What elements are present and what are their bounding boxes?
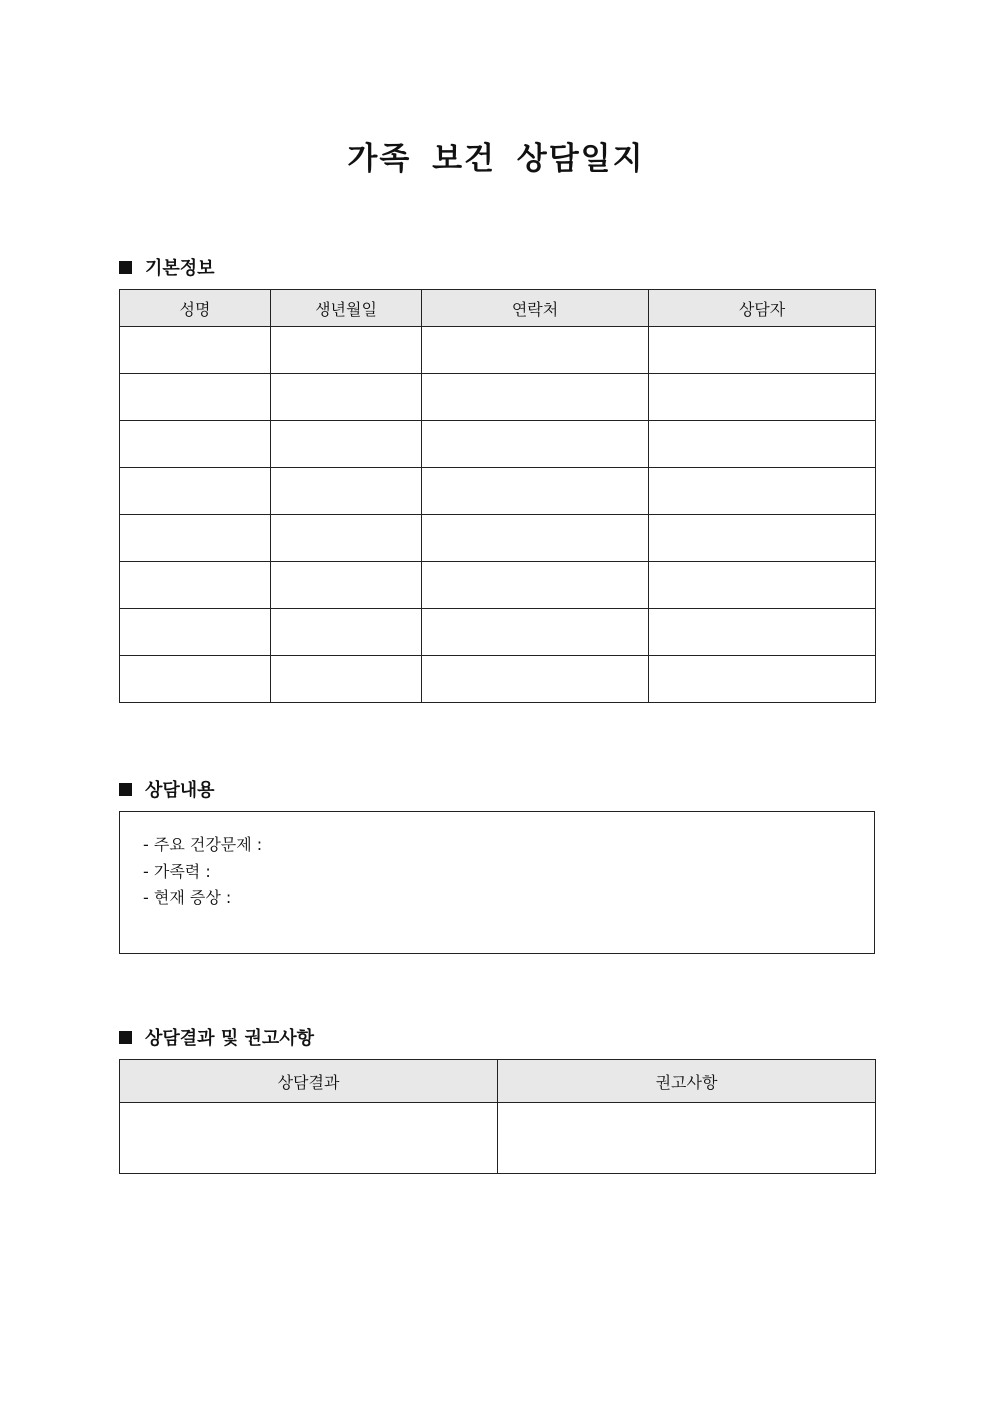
section-heading-consult-content [119,776,215,802]
table-header-row [120,290,876,327]
table-cell[interactable] [271,374,422,421]
column-header-contact: 연락처 [422,290,649,327]
table-cell[interactable] [422,609,649,656]
table-row [120,656,876,703]
table-row [120,421,876,468]
consult-content-list [120,812,874,912]
column-header-birthdate: 생년월일 [271,290,422,327]
table-cell[interactable] [271,421,422,468]
column-header-recommendation: 권고사항 [498,1060,876,1103]
table-cell[interactable] [649,562,876,609]
table-cell[interactable] [649,374,876,421]
table-cell[interactable] [120,327,271,374]
table-cell[interactable] [271,562,422,609]
table-cell[interactable] [120,374,271,421]
column-header-result: 상담결과 [120,1060,498,1103]
table-cell[interactable] [422,656,649,703]
section-title: 상담결과 및 권고사항 [145,1028,315,1049]
table-row [120,468,876,515]
table-row [120,1103,876,1174]
basic-info-table [119,289,876,703]
table-cell[interactable] [120,656,271,703]
table-cell[interactable] [498,1103,876,1174]
table-cell[interactable] [120,515,271,562]
square-bullet-icon [119,783,132,796]
table-cell[interactable] [271,609,422,656]
table-row [120,374,876,421]
section-title: 상담내용 [145,780,215,801]
section-heading-basic-info [119,254,215,280]
section-heading-result [119,1024,314,1050]
table-row [120,609,876,656]
list-item-current-symptoms: - 현재 증상 : [143,888,232,907]
table-cell[interactable] [271,656,422,703]
table-cell[interactable] [120,562,271,609]
table-cell[interactable] [649,656,876,703]
column-header-counselor: 상담자 [649,290,876,327]
result-table [119,1059,876,1174]
table-cell[interactable] [422,421,649,468]
list-item-main-health-problem: - 주요 건강문제 : [143,835,263,854]
consult-content-box[interactable] [119,811,875,954]
table-row [120,327,876,374]
table-cell[interactable] [649,421,876,468]
table-row [120,562,876,609]
square-bullet-icon [119,261,132,274]
table-cell[interactable] [649,609,876,656]
table-cell[interactable] [120,468,271,515]
table-cell[interactable] [649,515,876,562]
table-header-row [120,1060,876,1103]
table-cell[interactable] [120,421,271,468]
table-cell[interactable] [120,609,271,656]
list-item-family-history: - 가족력 : [143,861,211,881]
table-cell[interactable] [271,468,422,515]
square-bullet-icon [119,1031,132,1044]
table-cell[interactable] [271,327,422,374]
table-cell[interactable] [422,468,649,515]
table-cell[interactable] [422,374,649,421]
table-row [120,515,876,562]
table-cell[interactable] [422,327,649,374]
table-cell[interactable] [271,515,422,562]
table-cell[interactable] [649,327,876,374]
page-title: 가족 보건 상담일지 [347,141,645,177]
column-header-name: 성명 [120,290,271,327]
table-cell[interactable] [120,1103,498,1174]
section-title: 기본정보 [145,258,215,279]
table-cell[interactable] [422,562,649,609]
table-cell[interactable] [422,515,649,562]
table-cell[interactable] [649,468,876,515]
